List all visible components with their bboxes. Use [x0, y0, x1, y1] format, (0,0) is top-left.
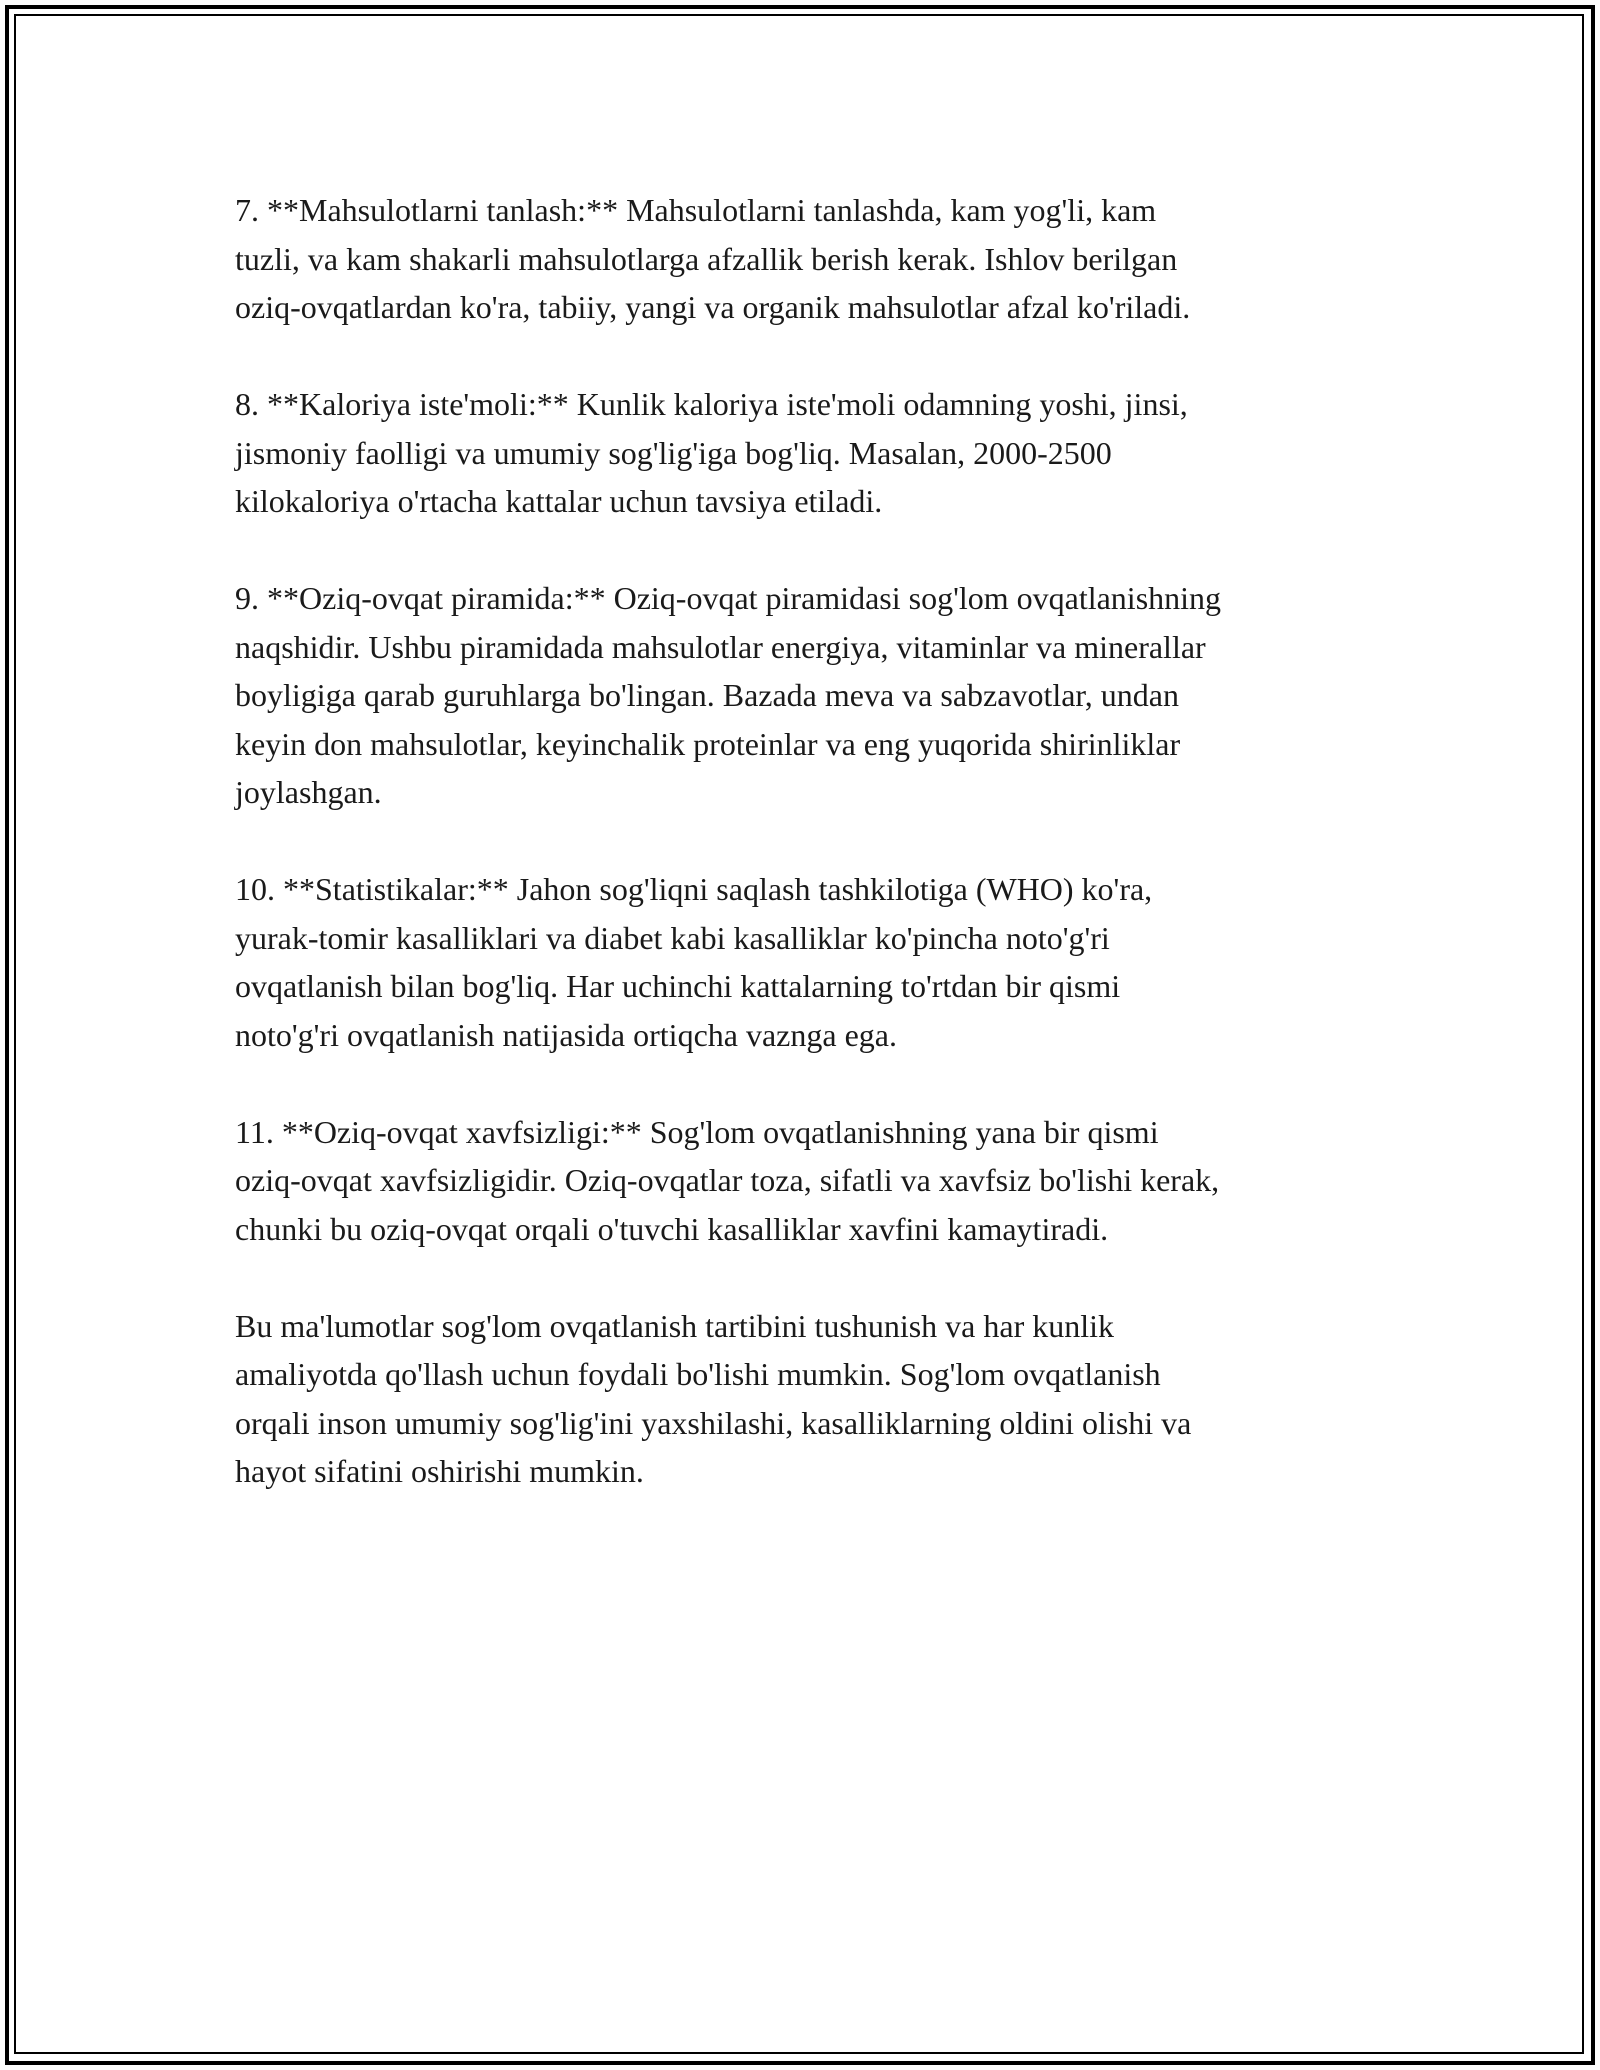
- text-line: 8. **Kaloriya iste'moli:** Kunlik kaloriya iste'moli odamning yoshi, jinsi,: [235, 386, 1188, 422]
- text-line: chunki bu oziq-ovqat orqali o'tuvchi kasalliklar xavfini kamaytiradi.: [235, 1210, 1109, 1247]
- text-line: boyligiga qarab guruhlarga bo'lingan. Bazada meva va sabzavotlar, undan: [235, 677, 1179, 713]
- text-line: jismoniy faolligi va umumiy sog'lig'iga bog'liq. Masalan, 2000-2500: [235, 434, 1112, 471]
- text-line: 7. **Mahsulotlarni tanlash:** Mahsulotlarni tanlashda, kam yog'li, kam: [235, 192, 1157, 228]
- text-line: ovqatlanish bilan bog'liq. Har uchinchi kattalarning to'rtdan bir qismi: [235, 968, 1121, 1004]
- paragraph-oziq-ovqat-xavfsizligi: [235, 1108, 1375, 1254]
- text-line: joylashgan.: [235, 774, 382, 810]
- text-line: 9. **Oziq-ovqat piramida:** Oziq-ovqat piramidasi sog'lom ovqatlanishning: [235, 580, 1222, 616]
- text-line: amaliyotda qo'llash uchun foydali bo'lishi mumkin. Sog'lom ovqatlanish: [235, 1356, 1161, 1392]
- text-line: noto'g'ri ovqatlanish natijasida ortiqcha vaznga ega.: [235, 1016, 897, 1053]
- paragraph-conclusion: [235, 1302, 1375, 1496]
- text-line: kilokaloriya o'rtacha kattalar uchun tavsiya etiladi.: [235, 483, 883, 519]
- paragraph-mahsulotlarni-tanlash: [235, 186, 1375, 332]
- paragraph-kaloriya-istemoli: [235, 380, 1375, 526]
- paragraph-oziq-ovqat-piramida: [235, 574, 1375, 817]
- text-line: keyin don mahsulotlar, keyinchalik proteinlar va eng yuqorida shirinliklar: [235, 725, 1181, 762]
- document-body: [235, 186, 1375, 1544]
- text-line: naqshidir. Ushbu piramidada mahsulotlar energiya, vitaminlar va minerallar: [235, 628, 1206, 665]
- text-line: oziq-ovqatlardan ko'ra, tabiiy, yangi va organik mahsulotlar afzal ko'riladi.: [235, 289, 1191, 325]
- text-line: tuzli, va kam shakarli mahsulotlarga afzallik berish kerak. Ishlov berilgan: [235, 240, 1178, 277]
- text-line: yurak-tomir kasalliklari va diabet kabi kasalliklar ko'pincha noto'g'ri: [235, 919, 1110, 956]
- paragraph-statistikalar: [235, 865, 1375, 1059]
- text-line: oziq-ovqat xavfsizligidir. Oziq-ovqatlar toza, sifatli va xavfsiz bo'lishi kerak,: [235, 1162, 1220, 1198]
- text-line: Bu ma'lumotlar sog'lom ovqatlanish tartibini tushunish va har kunlik: [235, 1307, 1114, 1344]
- text-line: 11. **Oziq-ovqat xavfsizligi:** Sog'lom ovqatlanishning yana bir qismi: [235, 1113, 1159, 1150]
- text-line: 10. **Statistikalar:** Jahon sog'liqni saqlash tashkilotiga (WHO) ko'ra,: [235, 871, 1153, 907]
- text-line: orqali inson umumiy sog'lig'ini yaxshilashi, kasalliklarning oldini olishi va: [235, 1404, 1192, 1441]
- text-line: hayot sifatini oshirishi mumkin.: [235, 1453, 644, 1489]
